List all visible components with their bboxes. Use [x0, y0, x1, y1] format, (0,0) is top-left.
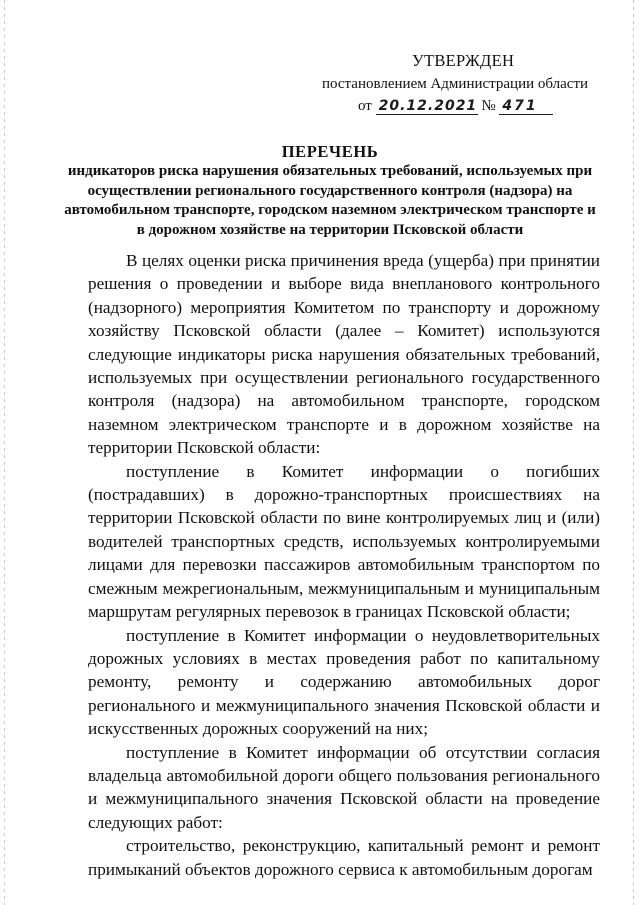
document-title: ПЕРЕЧЕНЬ	[281, 142, 379, 161]
handwritten-date: 20.12.2021	[376, 98, 478, 115]
scan-edge-left	[4, 0, 5, 905]
document-body	[88, 249, 600, 881]
body-paragraph: строительство, реконструкцию, капитальный ремонт и ремонт примыканий объектов дорожного сервиса к автомобильным дорогам	[88, 836, 600, 879]
approval-stamp-block	[318, 52, 608, 115]
approved-heading: УТВЕРЖДЕН	[412, 51, 515, 70]
handwritten-number: 471	[499, 98, 553, 115]
scan-edge-right	[633, 0, 634, 905]
document-subtitle: индикаторов риска нарушения обязательных требований, используемых при осуществлении регионального государственного контроля (надзора) на автомобильном транспорте, городском наземном электрическом транспорте и в дорожном хозяйстве на территории Псковской области	[64, 163, 596, 238]
body-paragraph: поступление в Комитет информации о погибших (пострадавших) в дорожно-транспортных происшествиях на территории Псковской области по вине контролируемых лиц и (или) водителей транспортных средств, используемых контролируемыми лицами для перевозки пассажиров автомобильным транспортом по смежным межрегиональным, межмуниципальным и муниципальным маршрутам регулярных перевозок в границах Псковской области;	[88, 461, 600, 622]
number-sign: №	[481, 98, 496, 114]
body-paragraph: поступление в Комитет информации о неудовлетворительных дорожных условиях в местах проведения работ по капитальному ремонту, ремонту и содержанию автомобильных дорог регионального и межмуниципального значения Псковской области и искусственных дорожных сооружений на них;	[88, 625, 600, 739]
from-label: от	[358, 98, 372, 114]
decree-date-line	[358, 97, 608, 115]
body-paragraph: В целях оценки риска причинения вреда (ущерба) при принятии решения о проведении и выборе вида внепланового контрольного (надзорного) мероприятия Комитетом по транспорту и дорожному хозяйству Псковской области (далее – Комитет) используются следующие индикаторы риска нарушения обязательных требований, используемых при осуществлении регионального государственного контроля (надзора) на автомобильном транспорте, городском наземном электрическом транспорте и в дорожном хозяйстве на территории Псковской области:	[88, 251, 600, 458]
decree-line: постановлением Администрации области	[322, 76, 589, 92]
body-paragraph: поступление в Комитет информации об отсутствии согласия владельца автомобильной дороги общего пользования регионального и межмуниципального значения Псковской области на проведение следующих работ:	[88, 742, 600, 832]
